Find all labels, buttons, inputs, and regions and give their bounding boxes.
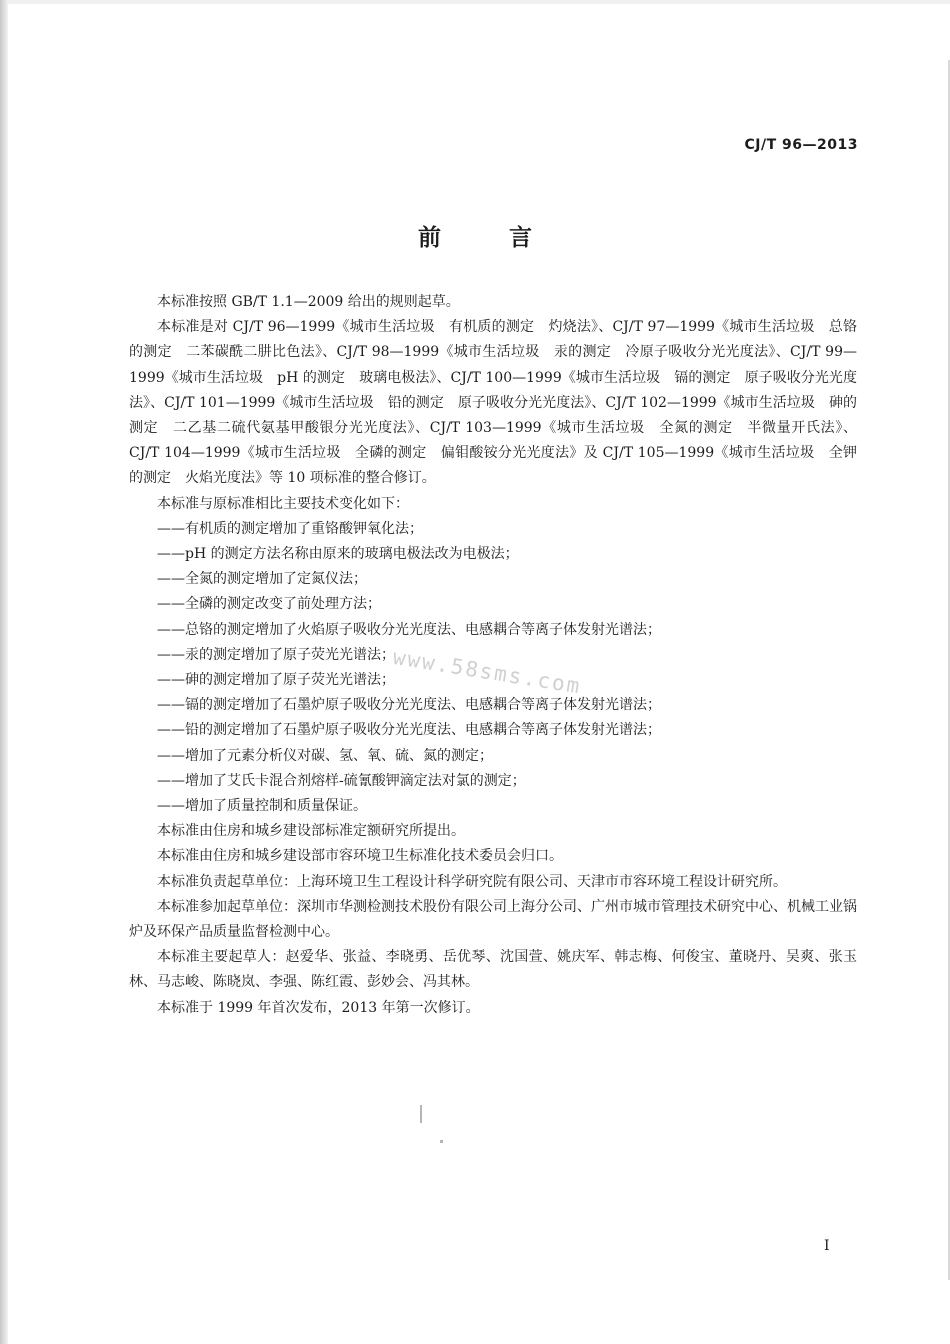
change-item: ——砷的测定增加了原子荧光光谱法； <box>157 672 395 689</box>
change-item: ——铅的测定增加了石墨炉原子吸收分光光度法、电感耦合等离子体发射光谱法； <box>157 722 661 739</box>
standard-code: CJ/T 96—2013 <box>744 137 858 153</box>
document-body <box>129 290 857 1021</box>
change-item: ——全磷的测定改变了前处理方法； <box>157 596 381 613</box>
page-title: 前 言 <box>417 225 562 251</box>
paragraph: 本标准于 1999 年首次发布，2013 年第一次修订。 <box>157 999 480 1016</box>
scan-speck <box>420 1105 422 1123</box>
paragraph: 本标准由住房和城乡建设部标准定额研究所提出。 <box>157 823 465 840</box>
change-item: ——有机质的测定增加了重铬酸钾氧化法； <box>157 520 423 537</box>
paragraph: 本标准负责起草单位：上海环境卫生工程设计科学研究院有限公司、天津市市容环境工程设计研究所。 <box>157 873 787 890</box>
paragraph: 本标准主要起草人：赵爱华、张益、李晓勇、岳优琴、沈国萱、姚庆军、韩志梅、何俊宝、董晓丹、吴爽、张玉林、马志峻、陈晓岚、李强、陈红霞、彭妙会、冯其林。 <box>129 949 857 991</box>
paragraph: 本标准按照 GB/T 1.1—2009 给出的规则起草。 <box>157 294 460 310</box>
paragraph: 本标准参加起草单位：深圳市华测检测技术股份有限公司上海分公司、广州市城市管理技术研究中心、机械工业锅炉及环保产品质量监督检测中心。 <box>129 898 857 941</box>
change-item: ——全氮的测定增加了定氮仪法； <box>157 571 367 588</box>
paragraph: 本标准是对 CJ/T 96—1999《城市生活垃圾 有机质的测定 灼烧法》、CJ/T 97—1999《城市生活垃圾 总铬的测定 二苯碳酰二肼比色法》、CJ/T 98—1999《城市生活垃圾 汞的测定 冷原子吸收分光光度法》、CJ/T 99—1999《城市生活垃圾 pH 的测定 玻璃电极法》、CJ/T 100—1999《城市生活垃圾 镉的测定 原子吸收分光光度法》、CJ/T 101—1999《城市生活垃圾 铅的测定 原子吸收分光光度法》、CJ/T 102—1999《城市生活垃圾 砷的测定 二乙基二硫代氨基甲酸银分光光度法》、CJ/T 103—1999《城市生活垃圾 全氮的测定 半微量开氏法》、CJ/T 104—1999《城市生活垃圾 全磷的测定 偏钼酸铵分光光度法》及 CJ/T 105—1999《城市生活垃圾 全钾的测定 火焰光度法》等 10 项标准的整合修订。 <box>129 319 857 487</box>
paragraph: 本标准与原标准相比主要技术变化如下： <box>157 495 409 512</box>
change-item: ——镉的测定增加了石墨炉原子吸收分光光度法、电感耦合等离子体发射光谱法； <box>157 697 661 714</box>
page-number: I <box>824 1238 830 1254</box>
change-item: ——总铬的测定增加了火焰原子吸收分光光度法、电感耦合等离子体发射光谱法； <box>157 621 661 638</box>
change-item: ——增加了艾氏卡混合剂熔样-硫氰酸钾滴定法对氯的测定； <box>157 772 526 789</box>
change-item: ——增加了质量控制和质量保证。 <box>157 798 367 815</box>
scan-edge-left <box>0 0 8 1344</box>
scan-speck <box>440 1140 443 1143</box>
change-item: ——pH 的测定方法名称由原来的玻璃电极法改为电极法； <box>157 546 519 563</box>
change-item: ——增加了元素分析仪对碳、氢、氧、硫、氮的测定； <box>157 747 493 764</box>
paragraph: 本标准由住房和城乡建设部市容环境卫生标准化技术委员会归口。 <box>157 848 563 865</box>
change-item: ——汞的测定增加了原子荧光光谱法； <box>157 646 395 663</box>
watermark: www.58sms.com <box>391 645 584 699</box>
scan-edge-top <box>8 0 950 4</box>
